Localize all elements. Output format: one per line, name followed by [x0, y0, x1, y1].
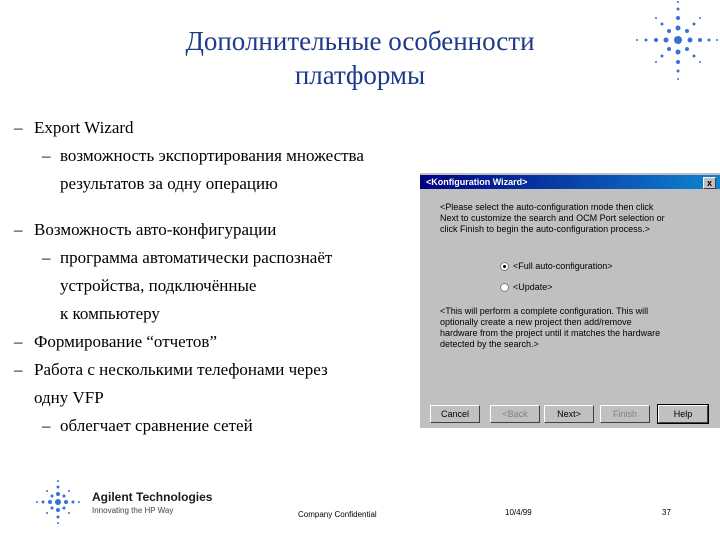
- bullet-item: – Работа с несколькими телефонами через: [14, 360, 328, 379]
- slide-title-line-1: Дополнительные особенности: [185, 26, 535, 56]
- company-tagline: Innovating the HP Way: [92, 506, 174, 515]
- help-button[interactable]: Help: [658, 405, 708, 423]
- configuration-wizard-dialog: [420, 173, 720, 428]
- bullet-item: – Формирование “отчетов”: [14, 332, 217, 351]
- bullet-item-continuation: к компьютеру: [60, 304, 160, 323]
- close-button[interactable]: x: [703, 177, 716, 189]
- cancel-button[interactable]: Cancel: [430, 405, 480, 423]
- footer-date: 10/4/99: [505, 508, 532, 517]
- finish-button[interactable]: Finish: [600, 405, 650, 423]
- radio-unselected-icon: [500, 283, 509, 292]
- slide-title: [0, 24, 720, 92]
- dialog-titlebar[interactable]: [420, 175, 720, 189]
- dialog-intro-text: <Please select the auto-configuration mode then click Next to customize the search and OCM Port selection or click Finish to begin the auto-configuration process.>: [440, 202, 665, 234]
- bullet-item: – Export Wizard: [14, 118, 134, 137]
- radio-selected-icon: [500, 262, 509, 271]
- bullet-item-continuation: одну VFP: [34, 388, 104, 407]
- slide-title-line-2: платформы: [294, 60, 426, 90]
- bullet-item-continuation: устройства, подключённые: [60, 276, 257, 295]
- next-button[interactable]: Next>: [544, 405, 594, 423]
- company-name: Agilent Technologies: [92, 490, 213, 504]
- radio-full-auto-configuration[interactable]: <Full auto-configuration>: [500, 261, 613, 271]
- footer-page-number: 37: [662, 508, 671, 517]
- bullet-item: – облегчает сравнение сетей: [42, 416, 253, 435]
- dialog-title: <Konfiguration Wizard>: [426, 177, 528, 187]
- bullet-item: – программа автоматически распознаёт: [42, 248, 333, 267]
- back-button[interactable]: <Back: [490, 405, 540, 423]
- bullet-item: – Возможность авто-конфигурации: [14, 220, 277, 239]
- bullet-item: – возможность экспортирования множества: [42, 146, 364, 165]
- radio-update[interactable]: <Update>: [500, 282, 553, 292]
- bullet-list: [14, 114, 424, 440]
- agilent-logo-icon: [30, 476, 86, 528]
- footer-confidential: Company Confidential: [298, 510, 377, 519]
- bullet-item-continuation: результатов за одну операцию: [60, 174, 278, 193]
- dialog-description-text: <This will perform a complete configuration. This will optionally create a new project then add/remove hardware from the project until it matches the hardware detected by the search.>: [440, 306, 661, 349]
